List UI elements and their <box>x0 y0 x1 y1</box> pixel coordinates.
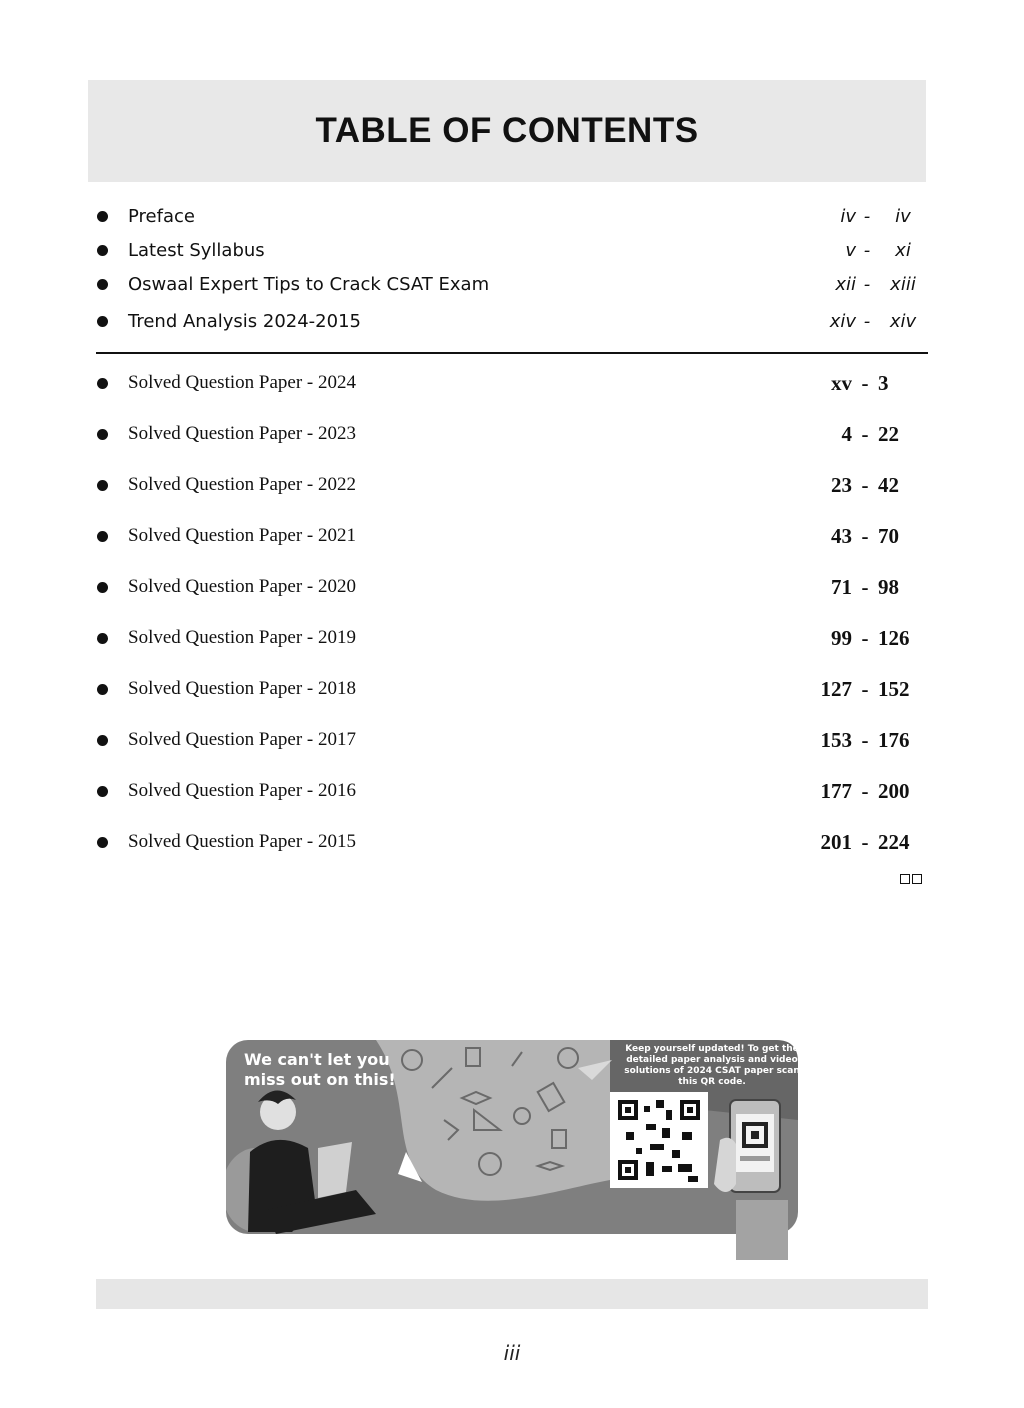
toc-entry[interactable] <box>96 306 928 336</box>
page-end: 152 <box>878 676 910 701</box>
toc-entry-pages <box>782 677 928 702</box>
toc-entry-pages <box>790 240 928 261</box>
page-separator: - <box>863 239 871 261</box>
page-start: 23 <box>831 472 852 497</box>
toc-entry-pages <box>782 626 928 651</box>
toc-entry-label: Solved Question Paper - 2020 <box>128 576 356 597</box>
page-separator: - <box>861 778 869 803</box>
title-band <box>88 80 926 182</box>
page-start: 43 <box>831 523 852 548</box>
bullet-icon <box>97 582 108 593</box>
toc-entry-label: Solved Question Paper - 2023 <box>128 423 356 444</box>
toc-entry-pages <box>782 371 928 396</box>
bullet-icon <box>97 480 108 491</box>
page-start: 4 <box>841 421 852 446</box>
toc-entry[interactable] <box>96 827 928 857</box>
toc-entry-pages <box>782 728 928 753</box>
toc-entry-label: Solved Question Paper - 2019 <box>128 627 356 648</box>
page-start: 71 <box>831 574 852 599</box>
page-end: 224 <box>878 829 910 854</box>
toc-entry[interactable] <box>96 269 928 299</box>
bullet-icon <box>97 531 108 542</box>
page-start: v <box>845 239 856 261</box>
page-separator: - <box>861 574 869 599</box>
bullet-icon <box>97 316 108 327</box>
page-end: xiii <box>890 273 916 295</box>
toc-entry-label: Solved Question Paper - 2018 <box>128 678 356 699</box>
page-separator: - <box>863 273 871 295</box>
bullet-icon <box>97 245 108 256</box>
toc-entry[interactable] <box>96 235 928 265</box>
bullet-icon <box>97 429 108 440</box>
page-end: xiv <box>889 310 917 332</box>
toc-entry[interactable] <box>96 368 928 398</box>
bullet-icon <box>97 378 108 389</box>
page-separator: - <box>861 421 869 446</box>
toc-entry-label: Solved Question Paper - 2016 <box>128 780 356 801</box>
section-divider <box>96 352 928 354</box>
page-start: xii <box>835 273 856 295</box>
page-start: 201 <box>820 829 852 854</box>
toc-entry-pages <box>782 473 928 498</box>
page-end: 3 <box>878 370 889 395</box>
page-start: 127 <box>820 676 852 701</box>
page-separator: - <box>861 676 869 701</box>
toc-entry[interactable] <box>96 572 928 602</box>
banner-info-text: Keep yourself updated! To get the detailed paper analysis and video solutions of 2024 CSAT paper scan this QR code. <box>624 1044 800 1087</box>
toc-entry[interactable] <box>96 674 928 704</box>
bullet-icon <box>97 211 108 222</box>
page-separator: - <box>861 625 869 650</box>
toc-entry-pages <box>790 311 928 332</box>
bullet-icon <box>97 279 108 290</box>
toc-entry-label: Solved Question Paper - 2017 <box>128 729 356 750</box>
footer-band <box>96 1279 928 1309</box>
page-start: 177 <box>820 778 852 803</box>
toc-entry-label: Preface <box>128 205 195 227</box>
page-separator: - <box>861 829 869 854</box>
page-end: 200 <box>878 778 910 803</box>
page-end: 126 <box>878 625 910 650</box>
toc-entry-label: Latest Syllabus <box>128 239 265 261</box>
page-title: TABLE OF CONTENTS <box>315 111 699 150</box>
page-end: 42 <box>878 472 899 497</box>
end-of-section-mark <box>900 874 922 884</box>
page-separator: - <box>861 523 869 548</box>
page-separator: - <box>861 370 869 395</box>
page-end: iv <box>895 205 911 227</box>
toc-entry-label: Trend Analysis 2024-2015 <box>128 310 361 332</box>
page-end: 22 <box>878 421 899 446</box>
banner-headline: We can't let you miss out on this! <box>244 1050 396 1089</box>
toc-entry-pages <box>782 830 928 855</box>
page-end: 98 <box>878 574 899 599</box>
toc-entry-label: Solved Question Paper - 2024 <box>128 372 356 393</box>
toc-entry-pages <box>790 206 928 227</box>
toc-entry-pages <box>790 274 928 295</box>
bullet-icon <box>97 735 108 746</box>
toc-entry[interactable] <box>96 776 928 806</box>
toc-entry-pages <box>782 575 928 600</box>
toc-entry[interactable] <box>96 419 928 449</box>
page-separator: - <box>861 472 869 497</box>
toc-entry[interactable] <box>96 201 928 231</box>
square-icon <box>900 874 910 884</box>
page-number: iii <box>503 1341 521 1365</box>
toc-entry[interactable] <box>96 623 928 653</box>
page-start: xv <box>831 370 852 395</box>
toc-entry-label: Oswaal Expert Tips to Crack CSAT Exam <box>128 273 490 295</box>
toc-entry[interactable] <box>96 470 928 500</box>
page-separator: - <box>863 310 871 332</box>
page-separator: - <box>861 727 869 752</box>
page-end: 70 <box>878 523 899 548</box>
bullet-icon <box>97 837 108 848</box>
toc-entry-label: Solved Question Paper - 2015 <box>128 831 356 852</box>
bullet-icon <box>97 684 108 695</box>
toc-entry-pages <box>782 524 928 549</box>
toc-entry-pages <box>782 779 928 804</box>
page-separator: - <box>863 205 871 227</box>
toc-entry-pages <box>782 422 928 447</box>
square-icon <box>912 874 922 884</box>
page-start: 153 <box>820 727 852 752</box>
toc-entry-label: Solved Question Paper - 2021 <box>128 525 356 546</box>
page-start: iv <box>840 205 856 227</box>
bullet-icon <box>97 633 108 644</box>
page-end: 176 <box>878 727 910 752</box>
promo-banner[interactable] <box>226 1040 800 1266</box>
page-end: xi <box>895 239 911 261</box>
toc-entry[interactable] <box>96 725 928 755</box>
page-start: xiv <box>829 310 856 332</box>
bullet-icon <box>97 786 108 797</box>
page-start: 99 <box>831 625 852 650</box>
toc-entry[interactable] <box>96 521 928 551</box>
toc-entry-label: Solved Question Paper - 2022 <box>128 474 356 495</box>
